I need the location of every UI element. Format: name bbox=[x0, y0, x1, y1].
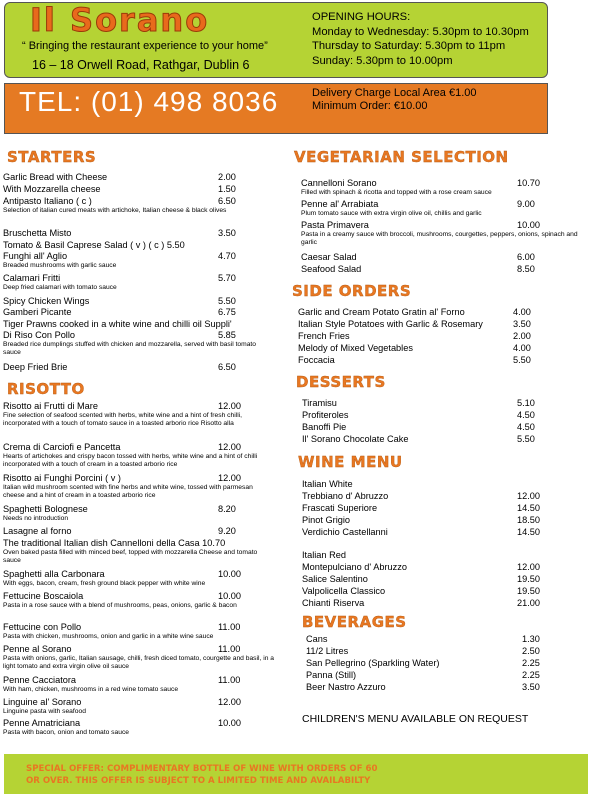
menu-item-name: Risotto ai Funghi Porcini ( v ) bbox=[3, 473, 121, 483]
menu-item-price: 8.50 bbox=[517, 264, 535, 274]
menu-item-name: Trebbiano d' Abruzzo bbox=[302, 491, 389, 501]
menu-item-price: 1.30 bbox=[522, 634, 540, 644]
menu-item-name: Tiramisu bbox=[302, 398, 337, 408]
menu-item-price: 19.50 bbox=[517, 574, 540, 584]
menu-item-name: Penne al' Arrabiata bbox=[301, 199, 379, 209]
menu-item-price: 2.00 bbox=[218, 172, 236, 182]
menu-item-price: 6.50 bbox=[218, 196, 236, 206]
telephone-number: TEL: (01) 498 8036 bbox=[19, 86, 279, 117]
menu-item-description: Hearts of artichokes and crispy bacon tossed with herbs, white wine and a hint of chilli incorporated with a touch of cream in a toasted arborio rice bbox=[3, 453, 258, 468]
menu-item-price: 12.00 bbox=[517, 562, 540, 572]
menu-item-description: Breaded rice dumplings stuffed with chicken and mozzarella, served with basil tomato sauce bbox=[3, 341, 257, 356]
vegetarian-heading: VEGETARIAN SELECTION bbox=[294, 148, 509, 166]
menu-item-price: 12.00 bbox=[218, 697, 241, 707]
beverages-heading: BEVERAGES bbox=[302, 613, 407, 631]
menu-item-price: 11.00 bbox=[218, 644, 241, 654]
menu-item-name: Foccacia bbox=[298, 355, 335, 365]
menu-item-price: 8.20 bbox=[218, 504, 236, 514]
menu-item-name: French Fries bbox=[298, 331, 350, 341]
menu-item-description: Deep fried calamari with tomato sauce bbox=[3, 284, 117, 291]
menu-item-description: Pasta in a rose sauce with a blend of mushrooms, peas, onions, garlic & bacon bbox=[3, 602, 237, 609]
menu-item-description: Filled with spinach & ricotta and topped with a rose cream sauce bbox=[301, 189, 492, 196]
menu-item-price: 4.50 bbox=[517, 422, 535, 432]
menu-item-name: Panna (Still) bbox=[306, 670, 357, 680]
menu-item-description: Linguine pasta with seafood bbox=[3, 708, 86, 715]
menu-item-price: 18.50 bbox=[517, 515, 540, 525]
menu-item-description: Pasta with chicken, mushrooms, onion and garlic in a white wine sauce bbox=[3, 633, 214, 640]
address: 16 – 18 Orwell Road, Rathgar, Dublin 6 bbox=[32, 58, 250, 72]
menu-item-description: Plum tomato sauce with extra virgin olive oil, chillis and garlic bbox=[301, 210, 482, 217]
menu-item-name: Penne Cacciatora bbox=[3, 675, 77, 685]
menu-item-price: 2.25 bbox=[522, 670, 540, 680]
menu-item-price: 9.20 bbox=[218, 526, 236, 536]
menu-item-name: Banoffi Pie bbox=[302, 422, 347, 432]
menu-item-name: Garlic Bread with Cheese bbox=[3, 172, 108, 182]
menu-item-name: Risotto ai Frutti di Mare bbox=[3, 401, 98, 411]
menu-item-price: 4.00 bbox=[513, 307, 531, 317]
menu-item-name: Melody of Mixed Vegetables bbox=[298, 343, 413, 353]
menu-item-price: 3.50 bbox=[513, 319, 531, 329]
menu-item-name: Italian Red bbox=[302, 550, 346, 560]
menu-item-price: 2.00 bbox=[513, 331, 531, 341]
menu-item-name: Di Riso Con Pollo bbox=[3, 330, 75, 340]
menu-item-name: Crema di Carciofi e Pancetta bbox=[3, 442, 121, 452]
menu-item-price: 11.00 bbox=[218, 675, 241, 685]
menu-item-name: San Pellegrino (Sparkling Water) bbox=[306, 658, 440, 668]
menu-item-name: Italian Style Potatoes with Garlic & Rosemary bbox=[298, 319, 483, 329]
menu-item-name: Cannelloni Sorano bbox=[301, 178, 377, 188]
menu-item-price: 5.50 bbox=[513, 355, 531, 365]
menu-item-name: Calamari Fritti bbox=[3, 273, 61, 283]
childrens-menu-note: CHILDREN'S MENU AVAILABLE ON REQUEST bbox=[302, 713, 529, 725]
menu-item-price: 10.00 bbox=[218, 718, 241, 728]
menu-item-name: Spaghetti Bolognese bbox=[3, 504, 88, 514]
menu-item-description: Pasta in a creamy sauce with broccoli, mushrooms, courgettes, peppers, onions, spinach and garlic bbox=[301, 231, 578, 246]
menu-item-price: 5.85 bbox=[218, 330, 236, 340]
menu-item-price: 1.50 bbox=[218, 184, 236, 194]
risotto-heading: RISOTTO bbox=[7, 380, 85, 398]
menu-item-price: 4.50 bbox=[517, 410, 535, 420]
menu-item-price: 6.00 bbox=[517, 252, 535, 262]
menu-item-name: Fettucine con Pollo bbox=[3, 622, 82, 632]
menu-item-price: 11.00 bbox=[218, 622, 241, 632]
menu-item-description: Pasta with bacon, onion and tomato sauce bbox=[3, 729, 130, 736]
menu-item-name: Valpolicella Classico bbox=[302, 586, 386, 596]
menu-item-price: 4.70 bbox=[218, 251, 236, 261]
menu-item-name: Pinot Grigio bbox=[302, 515, 351, 525]
menu-item-name: Italian White bbox=[302, 479, 353, 489]
menu-item-price: 3.50 bbox=[218, 228, 236, 238]
hours-line: Thursday to Saturday: 5.30pm to 11pm bbox=[312, 40, 506, 52]
menu-item-price: 21.00 bbox=[517, 598, 540, 608]
menu-item-name: Garlic and Cream Potato Gratin al' Forno bbox=[298, 307, 465, 317]
menu-item-name: Tiger Prawns cooked in a white wine and chilli oil Suppli' bbox=[3, 319, 232, 329]
side-orders-heading: SIDE ORDERS bbox=[292, 282, 412, 300]
menu-item-name: Funghi all' Aglio bbox=[3, 251, 68, 261]
menu-item-name: Caesar Salad bbox=[301, 252, 357, 262]
menu-item-price: 10.70 bbox=[517, 178, 540, 188]
menu-item-price: 6.75 bbox=[218, 307, 236, 317]
menu-item-name: Penne Amatriciana bbox=[3, 718, 81, 728]
delivery-charge: Delivery Charge Local Area €1.00 bbox=[312, 87, 477, 99]
menu-item-description: Italian wild mushroom scented with fine herbs and white wine, tossed with parmesan cheese and a hint of cream in a toasted arborio rice bbox=[3, 484, 253, 499]
menu-item-name: Pasta Primavera bbox=[301, 220, 369, 230]
menu-item-description: Pasta with onions, garlic, Italian sausage, chilli, fresh diced tomato, courgette and basil, in a light tomato and extra virgin olive oil sauce bbox=[3, 655, 274, 670]
menu-item-name: The traditional Italian dish Cannelloni della Casa 10.70 bbox=[3, 538, 226, 548]
special-offer-line: OR OVER. THIS OFFER IS SUBJECT TO A LIMITED TIME AND AVAILABILTY bbox=[26, 776, 371, 786]
menu-item-price: 12.00 bbox=[218, 442, 241, 452]
menu-item-description: Fine selection of seafood scented with herbs, white wine and a hint of fresh chilli, incorporated with a touch of tomato sauce in a toasted arborio rice Risotto alla bbox=[3, 412, 243, 427]
menu-item-price: 10.00 bbox=[218, 569, 241, 579]
menu-item-price: 5.50 bbox=[218, 296, 236, 306]
menu-item-name: With Mozzarella cheese bbox=[3, 184, 101, 194]
menu-item-price: 9.00 bbox=[517, 199, 535, 209]
menu-item-name: Il' Sorano Chocolate Cake bbox=[302, 434, 409, 444]
special-offer-line: SPECIAL OFFER: COMPLIMENTARY BOTTLE OF WINE WITH ORDERS OF 60 bbox=[26, 764, 378, 774]
hours-line: Monday to Wednesday: 5.30pm to 10.30pm bbox=[312, 25, 529, 38]
menu-item-name: Seafood Salad bbox=[301, 264, 362, 274]
menu-item-price: 12.00 bbox=[218, 401, 241, 411]
menu-item-price: 5.10 bbox=[517, 398, 535, 408]
menu-item-price: 10.00 bbox=[218, 591, 241, 601]
menu-item-price: 12.00 bbox=[218, 473, 241, 483]
menu-item-name: Profiteroles bbox=[302, 410, 349, 420]
menu-item-description: Needs no introduction bbox=[3, 515, 69, 522]
hours-line: Sunday: 5.30pm to 10.00pm bbox=[312, 54, 453, 67]
menu-item-price: 3.50 bbox=[522, 682, 540, 692]
menu-item-description: Oven baked pasta filled with minced beef, topped with mozzarella Cheese and tomato sauce bbox=[3, 549, 258, 564]
menu-item-name: Bruschetta Misto bbox=[3, 228, 72, 238]
menu-item-price: 14.50 bbox=[517, 527, 540, 537]
menu-item-name: Lasagne al forno bbox=[3, 526, 72, 536]
menu-item-name: Chianti Riserva bbox=[302, 598, 365, 608]
menu-item-price: 4.00 bbox=[513, 343, 531, 353]
menu-item-name: Salice Salentino bbox=[302, 574, 368, 584]
menu-item-name: Cans bbox=[306, 634, 328, 644]
menu-item-description: With ham, chicken, mushrooms in a red wine tomato sauce bbox=[3, 686, 179, 693]
menu-item-name: Gamberi Picante bbox=[3, 307, 72, 317]
menu-item-name: Spaghetti alla Carbonara bbox=[3, 569, 105, 579]
opening-hours-title: OPENING HOURS: bbox=[312, 11, 411, 23]
menu-item-name: Antipasto Italiano ( c ) bbox=[3, 196, 92, 206]
menu-item-price: 14.50 bbox=[517, 503, 540, 513]
menu-item-name: Spicy Chicken Wings bbox=[3, 296, 90, 306]
minimum-order: Minimum Order: €10.00 bbox=[312, 100, 428, 112]
menu-item-name: Linguine al' Sorano bbox=[3, 697, 82, 707]
delivery-info bbox=[312, 87, 476, 113]
menu-item-description: Selection of italian cured meats with artichoke, Italian cheese & black olives bbox=[3, 207, 227, 214]
menu-item-name: Frascati Superiore bbox=[302, 503, 378, 513]
menu-item-name: Deep Fried Brie bbox=[3, 362, 68, 372]
menu-item-description: With eggs, bacon, cream, fresh ground black pepper with white wine bbox=[3, 580, 206, 587]
menu-item-price: 12.00 bbox=[517, 491, 540, 501]
wine-menu-heading: WINE MENU bbox=[298, 453, 403, 471]
starters-heading: STARTERS bbox=[7, 148, 97, 166]
menu-item-name: 11/2 Litres bbox=[306, 646, 349, 656]
menu-item-price: 5.50 bbox=[517, 434, 535, 444]
menu-item-name: Beer Nastro Azzuro bbox=[306, 682, 386, 692]
menu-item-name: Montepulciano d' Abruzzo bbox=[302, 562, 407, 572]
menu-item-name: Penne al Sorano bbox=[3, 644, 72, 654]
menu-item-price: 2.50 bbox=[522, 646, 540, 656]
menu-item-name: Fettucine Boscaiola bbox=[3, 591, 84, 601]
opening-hours bbox=[312, 10, 529, 68]
menu-item-price: 5.70 bbox=[218, 273, 236, 283]
menu-item-price: 19.50 bbox=[517, 586, 540, 596]
menu-item-price: 6.50 bbox=[218, 362, 236, 372]
restaurant-logo: Il Sorano bbox=[30, 1, 210, 39]
menu-item-description: Breaded mushrooms with garlic sauce bbox=[3, 262, 117, 269]
desserts-heading: DESSERTS bbox=[296, 373, 386, 391]
menu-item-price: 2.25 bbox=[522, 658, 540, 668]
menu-item-name: Verdichio Castellanni bbox=[302, 527, 388, 537]
menu-item-name: Tomato & Basil Caprese Salad ( v ) ( c ) 5.50 bbox=[3, 240, 185, 250]
menu-item-price: 10.00 bbox=[517, 220, 540, 230]
tagline: “ Bringing the restaurant experience to your home” bbox=[22, 40, 268, 52]
special-offer bbox=[26, 763, 378, 787]
